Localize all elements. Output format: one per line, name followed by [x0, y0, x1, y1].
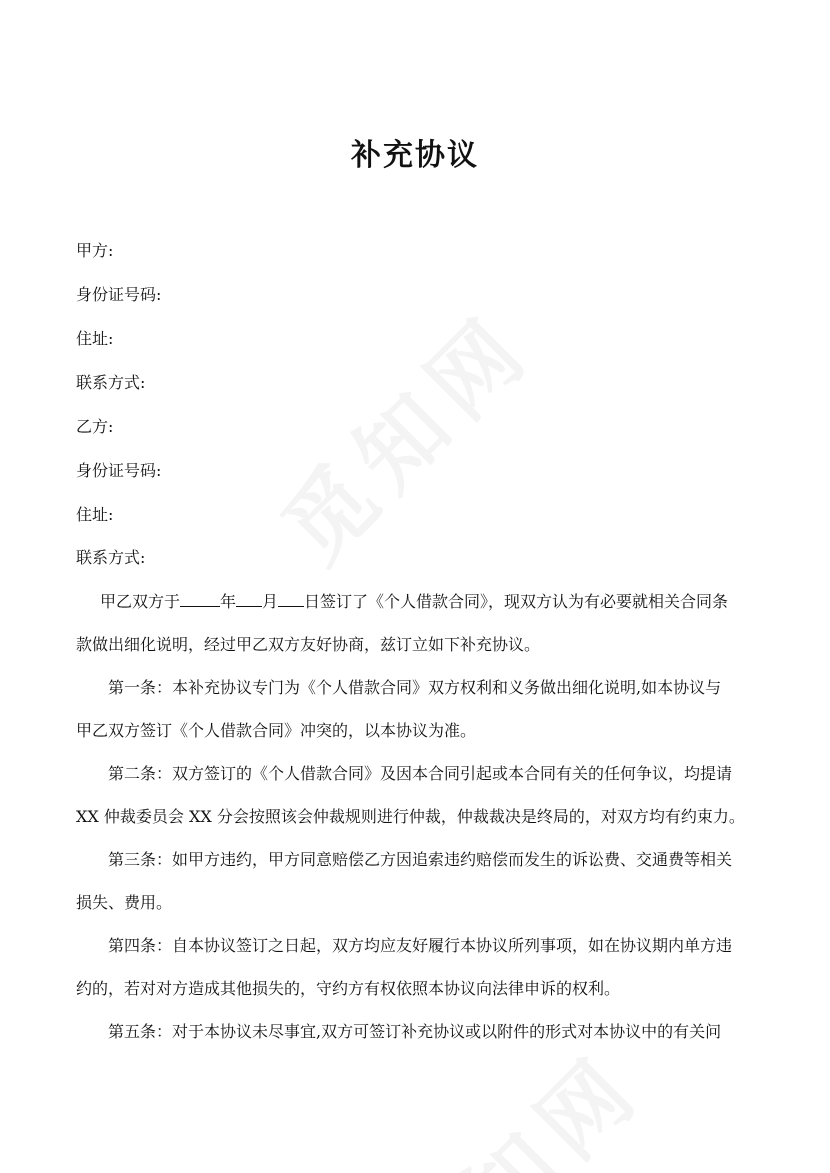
article-1-line-1: 第一条：本补充协议专门为《个人借款合同》双方权利和义务做出细化说明,如本协议与: [108, 678, 722, 697]
party-b-name-label: 乙方:: [76, 417, 114, 436]
article-3-line-2: 损失、费用。: [76, 893, 173, 912]
article-4-line-1: 第四条：自本协议签订之日起，双方均应友好履行本协议所列事项，如在协议期内单方违: [108, 936, 733, 955]
party-a-name-label: 甲方:: [76, 241, 114, 260]
year-blank: [180, 590, 220, 607]
article-1-line-2: 甲乙双方签订《个人借款合同》冲突的，以本协议为准。: [76, 721, 477, 740]
intro-text-2: 日签订了《个人借款合同》，现双方认为有必要就相关合同条: [304, 592, 729, 611]
month-blank: [236, 590, 262, 607]
party-b-address-label: 住址:: [76, 505, 114, 524]
party-a-address-label: 住址:: [76, 329, 114, 348]
intro-text-1: 甲乙双方于: [100, 592, 181, 611]
party-a-id-label: 身份证号码:: [76, 285, 162, 304]
party-b-id-label: 身份证号码:: [76, 461, 162, 480]
article-3-line-1: 第三条：如甲方违约，甲方同意赔偿乙方因追索违约赔偿而发生的诉讼费、交通费等相关: [108, 850, 733, 869]
article-5-line-1: 第五条：对于本协议未尽事宜,双方可签订补充协议或以附件的形式对本协议中的有关问: [108, 1022, 722, 1041]
article-4: [76, 924, 756, 1010]
intro-line-2: 款做出细化说明，经过甲乙双方友好协商，兹订立如下补充协议。: [76, 635, 541, 654]
article-4-line-2: 约的，若对对方造成其他损失的，守约方有权依照本协议向法律申诉的权利。: [76, 979, 621, 998]
article-5: [76, 1010, 756, 1053]
page-title: 补充协议: [351, 138, 479, 173]
article-2-line-2: XX 仲裁委员会 XX 分会按照该会仲裁规则进行仲裁，仲裁裁决是终局的，对双方均有约束力。: [76, 807, 745, 826]
intro-paragraph: [76, 580, 756, 666]
article-2: [76, 752, 756, 838]
intro-month-text: 月: [262, 592, 279, 611]
article-2-line-1: 第二条：双方签订的《个人借款合同》及因本合同引起或本合同有关的任何争议，均提请: [108, 764, 733, 783]
article-1: [76, 666, 756, 752]
watermark: [250, 280, 555, 585]
party-a-contact-label: 联系方式:: [76, 373, 146, 392]
intro-year-text: 年: [220, 592, 237, 611]
article-3: [76, 838, 756, 924]
party-b-contact-label: 联系方式:: [76, 548, 146, 567]
day-blank: [278, 590, 304, 607]
